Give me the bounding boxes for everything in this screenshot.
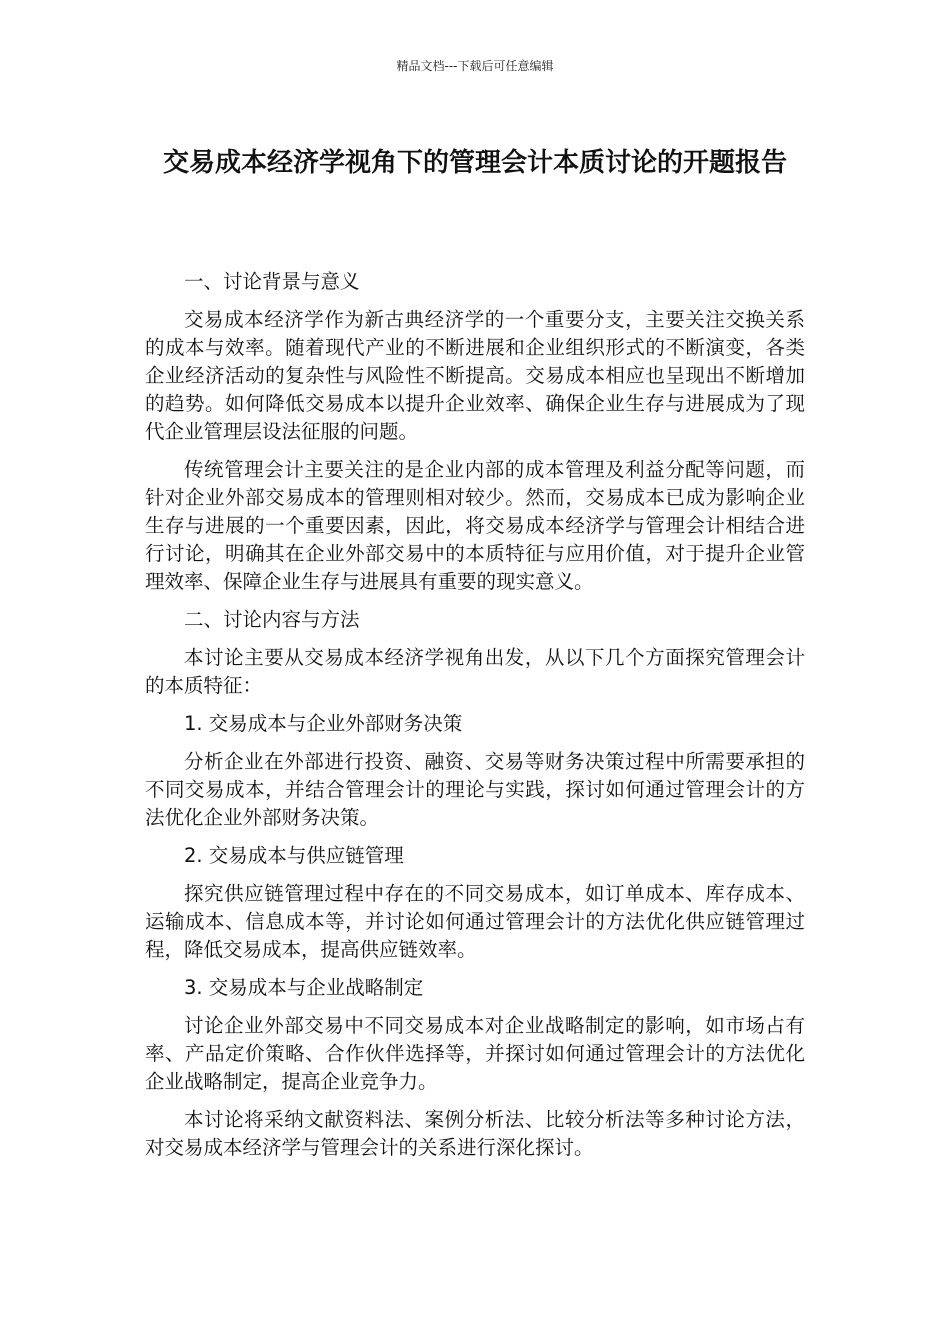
document-body (145, 268, 805, 1172)
page-header: 精品文档---下载后可任意编辑 (396, 59, 554, 73)
paragraph-supply-chain: 探究供应链管理过程中存在的不同交易成本，如订单成本、库存成本、运输成本、信息成本等，并讨论如何通过管理会计的方法优化供应链管理过程，降低交易成本，提高供应链效率。 (145, 882, 805, 961)
paragraph-strategy: 讨论企业外部交易中不同交易成本对企业战略制定的影响，如市场占有率、产品定价策略、合作伙伴选择等，并探讨如何通过管理会计的方法优化企业战略制定，提高企业竞争力。 (145, 1014, 805, 1093)
item-heading-strategy: 3. 交易成本与企业战略制定 (184, 976, 424, 999)
paragraph-background-2: 传统管理会计主要关注的是企业内部的成本管理及利益分配等问题，而针对企业外部交易成本的管理则相对较少。然而，交易成本已成为影响企业生存与进展的一个重要因素，因此，将交易成本经济学与管理会计相结合进行讨论，明确其在企业外部交易中的本质特征与应用价值，对于提升企业管理效率、保障企业生存与进展具有重要的现实意义。 (145, 458, 805, 593)
paragraph-content-intro: 本讨论主要从交易成本经济学视角出发，从以下几个方面探究管理会计的本质特征： (145, 646, 805, 697)
paragraph-methods: 本讨论将采纳文献资料法、案例分析法、比较分析法等多种讨论方法，对交易成本经济学与管理会计的关系进行深化探讨。 (145, 1108, 805, 1159)
document-title: 交易成本经济学视角下的管理会计本质讨论的开题报告 (162, 148, 787, 178)
paragraph-financial-decisions: 分析企业在外部进行投资、融资、交易等财务决策过程中所需要承担的不同交易成本，并结合管理会计的理论与实践，探讨如何通过管理会计的方法优化企业外部财务决策。 (145, 750, 805, 829)
section-heading-background: 一、讨论背景与意义 (184, 270, 360, 293)
paragraph-background-1: 交易成本经济学作为新古典经济学的一个重要分支，主要关注交换关系的成本与效率。随着现代产业的不断进展和企业组织形式的不断演变，各类企业经济活动的复杂性与风险性不断提高。交易成本相应也呈现出不断增加的趋势。如何降低交易成本以提升企业效率、确保企业生存与进展成为了现代企业管理层设法征服的问题。 (145, 308, 805, 443)
section-heading-content-methods: 二、讨论内容与方法 (184, 608, 360, 631)
item-heading-supply-chain: 2. 交易成本与供应链管理 (184, 844, 404, 867)
item-heading-financial-decisions: 1. 交易成本与企业外部财务决策 (184, 712, 463, 735)
